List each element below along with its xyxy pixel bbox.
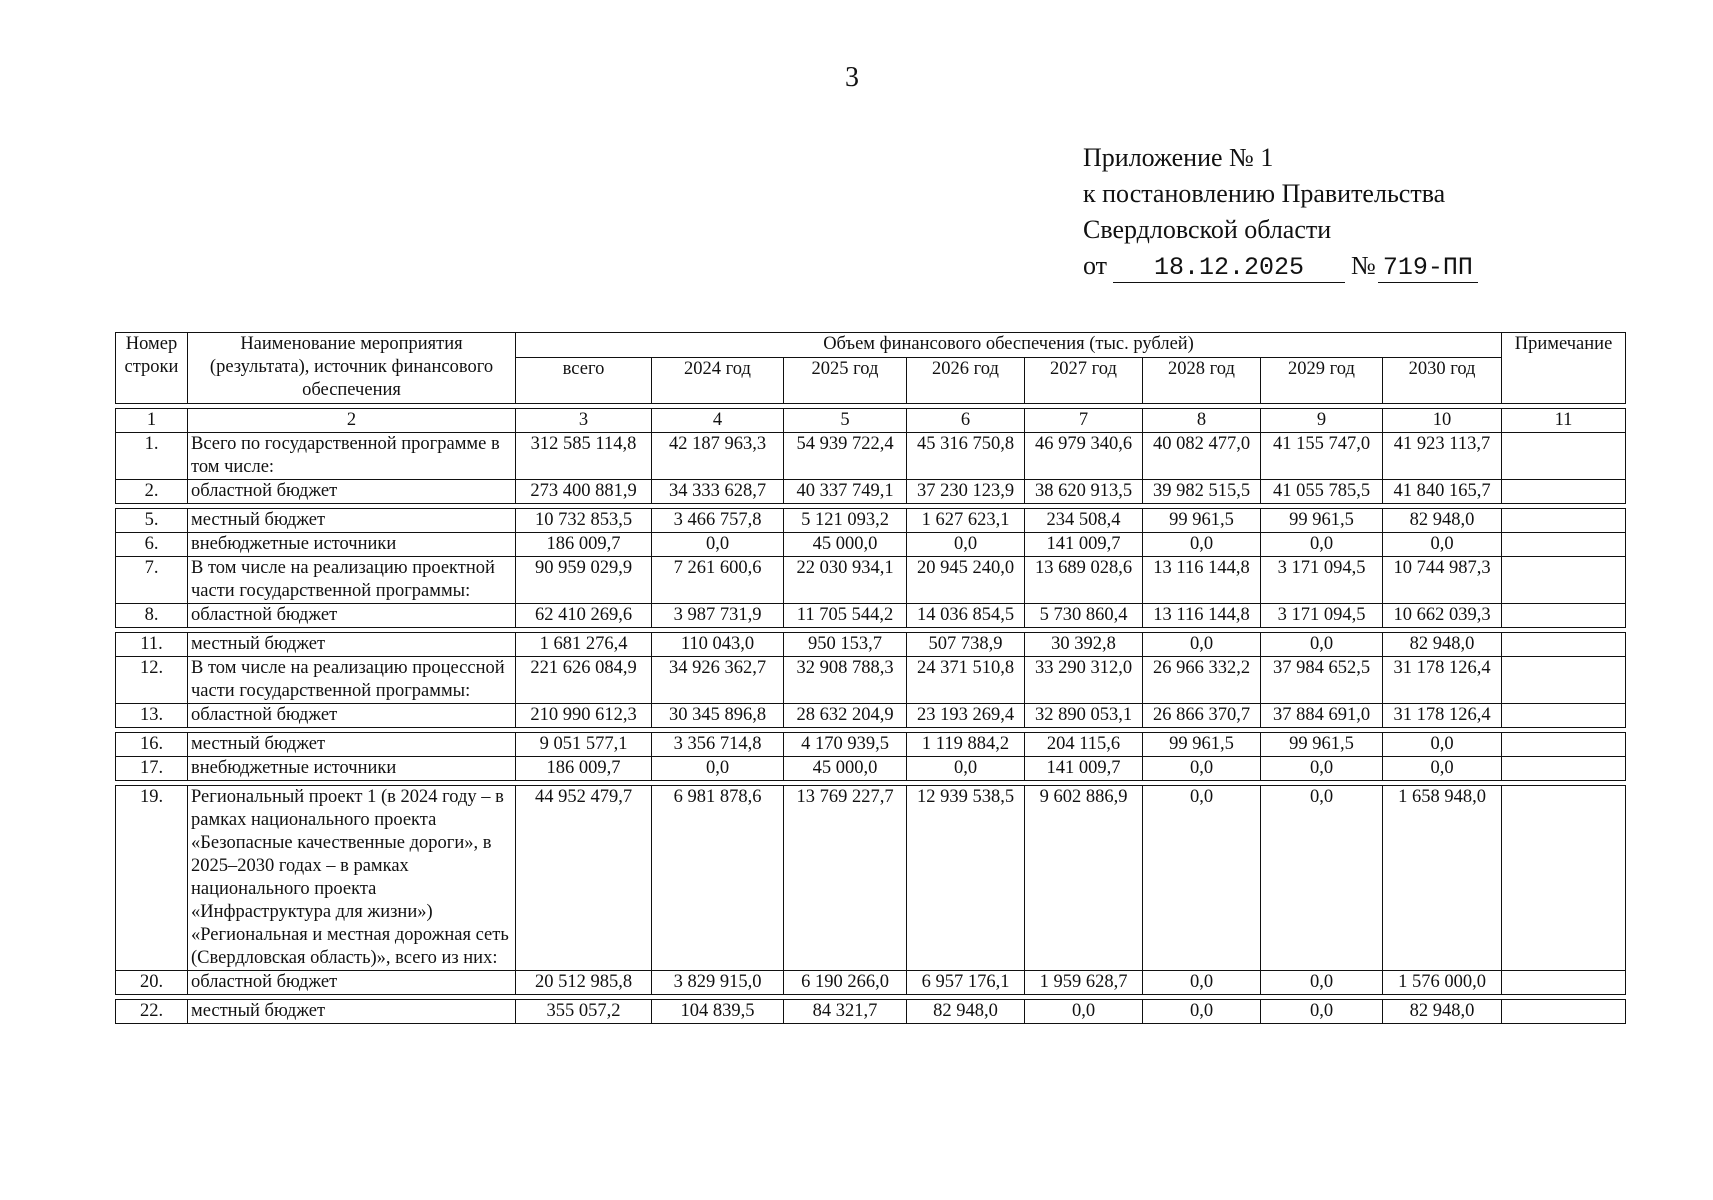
value-year: 82 948,0	[907, 1000, 1025, 1024]
row-note	[1502, 786, 1626, 971]
header-row-top	[116, 333, 1626, 358]
value-year: 0,0	[1143, 786, 1261, 971]
value-year: 26 966 332,2	[1143, 657, 1261, 704]
row-number: 20.	[116, 971, 188, 995]
column-number: 5	[784, 409, 907, 433]
value-year: 5 730 860,4	[1025, 604, 1143, 628]
value-year: 13 116 144,8	[1143, 557, 1261, 604]
value-total: 62 410 269,6	[516, 604, 652, 628]
header-year-2030: 2030 год	[1383, 358, 1502, 404]
row-number: 22.	[116, 1000, 188, 1024]
column-number: 9	[1261, 409, 1383, 433]
table-row	[116, 733, 1626, 757]
value-year: 22 030 934,1	[784, 557, 907, 604]
row-note	[1502, 704, 1626, 728]
table-row	[116, 1000, 1626, 1024]
column-number: 7	[1025, 409, 1143, 433]
value-year: 0,0	[1261, 757, 1383, 781]
value-year: 45 316 750,8	[907, 433, 1025, 480]
row-number: 11.	[116, 633, 188, 657]
value-year: 42 187 963,3	[652, 433, 784, 480]
table-body	[116, 404, 1626, 1024]
column-number: 2	[188, 409, 516, 433]
value-year: 38 620 913,5	[1025, 480, 1143, 504]
appendix-title: Приложение № 1	[1083, 143, 1274, 172]
row-number: 5.	[116, 509, 188, 533]
value-year: 141 009,7	[1025, 533, 1143, 557]
row-note	[1502, 509, 1626, 533]
value-year: 0,0	[1383, 757, 1502, 781]
value-year: 0,0	[1261, 786, 1383, 971]
table-row	[116, 433, 1626, 480]
value-year: 40 082 477,0	[1143, 433, 1261, 480]
value-year: 10 662 039,3	[1383, 604, 1502, 628]
value-year: 1 959 628,7	[1025, 971, 1143, 995]
from-label: от	[1083, 251, 1108, 280]
column-number: 4	[652, 409, 784, 433]
value-year: 26 866 370,7	[1143, 704, 1261, 728]
value-year: 37 230 123,9	[907, 480, 1025, 504]
value-year: 0,0	[652, 757, 784, 781]
value-year: 30 392,8	[1025, 633, 1143, 657]
value-year: 84 321,7	[784, 1000, 907, 1024]
value-year: 0,0	[1143, 971, 1261, 995]
value-total: 20 512 985,8	[516, 971, 652, 995]
value-year: 30 345 896,8	[652, 704, 784, 728]
value-year: 3 171 094,5	[1261, 557, 1383, 604]
row-note	[1502, 433, 1626, 480]
value-year: 40 337 749,1	[784, 480, 907, 504]
value-year: 1 576 000,0	[1383, 971, 1502, 995]
value-total: 10 732 853,5	[516, 509, 652, 533]
appendix-line-resolution: к постановлению Правительства	[1083, 179, 1446, 208]
row-number: 8.	[116, 604, 188, 628]
value-year: 14 036 854,5	[907, 604, 1025, 628]
value-year: 20 945 240,0	[907, 557, 1025, 604]
value-year: 99 961,5	[1261, 733, 1383, 757]
value-year: 0,0	[1261, 633, 1383, 657]
value-year: 3 829 915,0	[652, 971, 784, 995]
value-year: 9 602 886,9	[1025, 786, 1143, 971]
row-name: местный бюджет	[188, 633, 516, 657]
value-year: 6 957 176,1	[907, 971, 1025, 995]
value-year: 5 121 093,2	[784, 509, 907, 533]
value-year: 507 738,9	[907, 633, 1025, 657]
table-row	[116, 704, 1626, 728]
row-number: 16.	[116, 733, 188, 757]
page-number: 3	[845, 62, 859, 93]
value-year: 33 290 312,0	[1025, 657, 1143, 704]
header-year-2028: 2028 год	[1143, 358, 1261, 404]
value-year: 0,0	[1261, 1000, 1383, 1024]
value-year: 141 009,7	[1025, 757, 1143, 781]
value-total: 210 990 612,3	[516, 704, 652, 728]
value-total: 186 009,7	[516, 533, 652, 557]
row-name: В том числе на реализацию процессной части государственной программы:	[188, 657, 516, 704]
value-year: 41 840 165,7	[1383, 480, 1502, 504]
column-number: 11	[1502, 409, 1626, 433]
value-total: 90 959 029,9	[516, 557, 652, 604]
header-year-2026: 2026 год	[907, 358, 1025, 404]
header-year-2025: 2025 год	[784, 358, 907, 404]
value-year: 950 153,7	[784, 633, 907, 657]
row-name: Всего по государственной программе в том числе:	[188, 433, 516, 480]
value-year: 41 055 785,5	[1261, 480, 1383, 504]
row-name: внебюджетные источники	[188, 533, 516, 557]
appendix-date-line	[1083, 248, 1478, 284]
row-number: 12.	[116, 657, 188, 704]
table-row	[116, 533, 1626, 557]
row-note	[1502, 657, 1626, 704]
header-name: Наименование мероприятия (результата), источник финансового обеспечения	[188, 333, 516, 404]
value-total: 186 009,7	[516, 757, 652, 781]
value-year: 32 890 053,1	[1025, 704, 1143, 728]
value-year: 82 948,0	[1383, 509, 1502, 533]
value-year: 10 744 987,3	[1383, 557, 1502, 604]
value-year: 6 981 878,6	[652, 786, 784, 971]
column-number: 3	[516, 409, 652, 433]
value-total: 9 051 577,1	[516, 733, 652, 757]
value-year: 28 632 204,9	[784, 704, 907, 728]
value-total: 273 400 881,9	[516, 480, 652, 504]
value-year: 0,0	[1143, 533, 1261, 557]
value-year: 234 508,4	[1025, 509, 1143, 533]
value-year: 0,0	[1383, 533, 1502, 557]
value-year: 0,0	[907, 757, 1025, 781]
row-number: 2.	[116, 480, 188, 504]
row-note	[1502, 733, 1626, 757]
value-year: 0,0	[1143, 633, 1261, 657]
value-year: 13 769 227,7	[784, 786, 907, 971]
value-year: 7 261 600,6	[652, 557, 784, 604]
row-number: 19.	[116, 786, 188, 971]
row-name: местный бюджет	[188, 733, 516, 757]
row-number: 7.	[116, 557, 188, 604]
value-year: 0,0	[652, 533, 784, 557]
table-row	[116, 633, 1626, 657]
resolution-date: 18.12.2025	[1113, 254, 1345, 283]
value-year: 31 178 126,4	[1383, 704, 1502, 728]
value-year: 0,0	[1025, 1000, 1143, 1024]
value-year: 104 839,5	[652, 1000, 784, 1024]
value-year: 13 116 144,8	[1143, 604, 1261, 628]
row-number: 17.	[116, 757, 188, 781]
value-year: 37 884 691,0	[1261, 704, 1383, 728]
row-name: местный бюджет	[188, 1000, 516, 1024]
value-year: 23 193 269,4	[907, 704, 1025, 728]
header-row-no: Номер строки	[116, 333, 188, 404]
value-year: 99 961,5	[1143, 733, 1261, 757]
row-note	[1502, 757, 1626, 781]
column-number: 1	[116, 409, 188, 433]
value-year: 3 171 094,5	[1261, 604, 1383, 628]
table-row	[116, 604, 1626, 628]
value-year: 39 982 515,5	[1143, 480, 1261, 504]
value-year: 31 178 126,4	[1383, 657, 1502, 704]
row-number: 1.	[116, 433, 188, 480]
value-year: 1 627 623,1	[907, 509, 1025, 533]
header-year-2029: 2029 год	[1261, 358, 1383, 404]
row-name: областной бюджет	[188, 971, 516, 995]
value-year: 13 689 028,6	[1025, 557, 1143, 604]
number-label: №	[1351, 251, 1376, 280]
value-year: 99 961,5	[1143, 509, 1261, 533]
value-year: 45 000,0	[784, 533, 907, 557]
value-year: 32 908 788,3	[784, 657, 907, 704]
table-row	[116, 757, 1626, 781]
table-row	[116, 971, 1626, 995]
row-name: областной бюджет	[188, 480, 516, 504]
header-year-2024: 2024 год	[652, 358, 784, 404]
value-year: 0,0	[1383, 733, 1502, 757]
value-year: 41 155 747,0	[1261, 433, 1383, 480]
resolution-number: 719-ПП	[1378, 254, 1478, 283]
column-number-row	[116, 409, 1626, 433]
table-row	[116, 657, 1626, 704]
row-number: 13.	[116, 704, 188, 728]
value-year: 204 115,6	[1025, 733, 1143, 757]
row-note	[1502, 480, 1626, 504]
header-note: Примечание	[1502, 333, 1626, 404]
value-year: 1 658 948,0	[1383, 786, 1502, 971]
value-year: 12 939 538,5	[907, 786, 1025, 971]
value-year: 1 119 884,2	[907, 733, 1025, 757]
header-funding-group: Объем финансового обеспечения (тыс. рублей)	[516, 333, 1502, 358]
row-note	[1502, 1000, 1626, 1024]
value-year: 0,0	[1143, 757, 1261, 781]
header-year-2027: 2027 год	[1025, 358, 1143, 404]
value-year: 34 333 628,7	[652, 480, 784, 504]
value-year: 54 939 722,4	[784, 433, 907, 480]
value-year: 37 984 652,5	[1261, 657, 1383, 704]
value-year: 24 371 510,8	[907, 657, 1025, 704]
row-note	[1502, 971, 1626, 995]
value-total: 312 585 114,8	[516, 433, 652, 480]
row-note	[1502, 557, 1626, 604]
value-year: 45 000,0	[784, 757, 907, 781]
appendix-block	[1083, 140, 1478, 284]
value-year: 110 043,0	[652, 633, 784, 657]
row-note	[1502, 604, 1626, 628]
row-note	[1502, 633, 1626, 657]
column-number: 10	[1383, 409, 1502, 433]
value-total: 221 626 084,9	[516, 657, 652, 704]
column-number: 8	[1143, 409, 1261, 433]
row-name: внебюджетные источники	[188, 757, 516, 781]
row-name: В том числе на реализацию проектной части государственной программы:	[188, 557, 516, 604]
row-name: областной бюджет	[188, 704, 516, 728]
financing-table	[115, 332, 1626, 1024]
appendix-line-region: Свердловской области	[1083, 215, 1332, 244]
value-year: 41 923 113,7	[1383, 433, 1502, 480]
row-name: Региональный проект 1 (в 2024 году – в рамках национального проекта «Безопасные качественные дороги», в 2025–2030 годах – в рамках национального проекта «Инфраструктура для жизни») «Региональная и местная дорожная сеть (Свердловская область)», всего из них:	[188, 786, 516, 971]
value-total: 355 057,2	[516, 1000, 652, 1024]
table-row	[116, 557, 1626, 604]
value-year: 46 979 340,6	[1025, 433, 1143, 480]
value-year: 0,0	[1261, 971, 1383, 995]
table-row	[116, 509, 1626, 533]
row-name: областной бюджет	[188, 604, 516, 628]
row-note	[1502, 533, 1626, 557]
value-year: 34 926 362,7	[652, 657, 784, 704]
row-number: 6.	[116, 533, 188, 557]
value-total: 44 952 479,7	[516, 786, 652, 971]
value-year: 0,0	[907, 533, 1025, 557]
value-year: 99 961,5	[1261, 509, 1383, 533]
header-total: всего	[516, 358, 652, 404]
value-year: 3 987 731,9	[652, 604, 784, 628]
value-year: 82 948,0	[1383, 1000, 1502, 1024]
value-year: 82 948,0	[1383, 633, 1502, 657]
value-year: 11 705 544,2	[784, 604, 907, 628]
value-year: 3 466 757,8	[652, 509, 784, 533]
table-row	[116, 786, 1626, 971]
row-name: местный бюджет	[188, 509, 516, 533]
value-total: 1 681 276,4	[516, 633, 652, 657]
value-year: 4 170 939,5	[784, 733, 907, 757]
value-year: 0,0	[1143, 1000, 1261, 1024]
value-year: 6 190 266,0	[784, 971, 907, 995]
value-year: 3 356 714,8	[652, 733, 784, 757]
column-number: 6	[907, 409, 1025, 433]
table-row	[116, 480, 1626, 504]
value-year: 0,0	[1261, 533, 1383, 557]
